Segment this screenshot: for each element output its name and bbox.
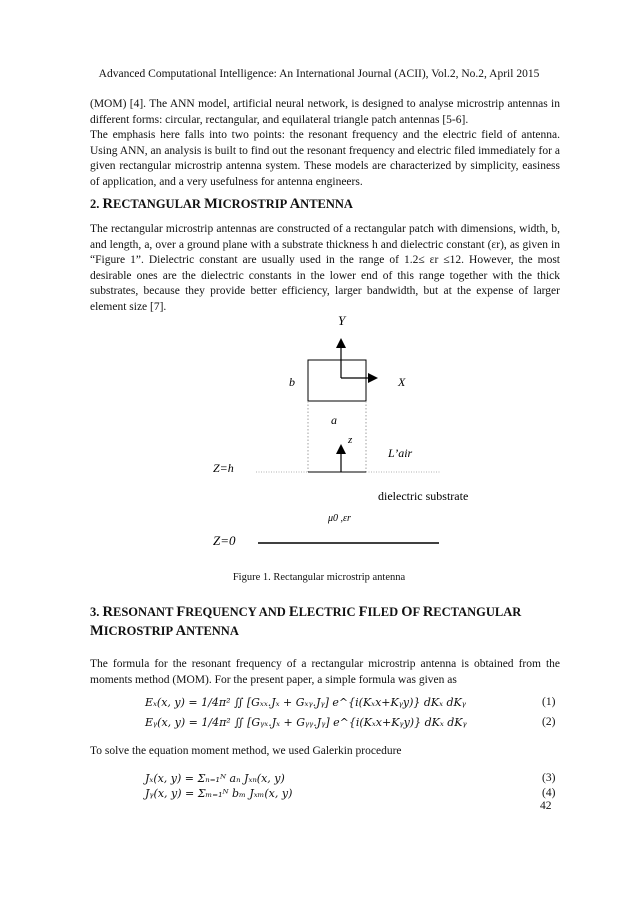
label-substrate: dielectric substrate [378,489,469,503]
heading-part: ECTANGULAR [433,605,522,619]
label-a: a [331,413,337,427]
section-2-heading [90,195,560,214]
label-b: b [289,375,295,389]
intro-paragraph-1: (MOM) [4]. The ANN model, artificial neural network, is designed to analyse microstrip antennas in different forms: circular, rectangular, and equilateral triangle patch antennas [5-6]. [90,98,560,126]
section-2-paragraph: The rectangular microstrip antennas are constructed of a rectangular patch with dimensions, width, b, and length, a, over a ground plane with a substrate thickness h and dielectric constant (εr), as given in “Figure 1”. Dielectric constant are usually used in the range of 1.2≤ εr ≤12. However, the most desirable ones are the dielectric constants in the lower end of this range together with the thick substrates, because they provide better efficiency, larger bandwidth, but at the expense of larger element size [7]. [90,223,560,313]
equation-4-number: (4) [542,787,556,799]
label-x: X [398,375,406,389]
label-air: L’air [388,446,413,460]
section-3-heading-line-1 [90,603,560,622]
galerkin-text: To solve the equation moment method, we used Galerkin procedure [90,745,402,757]
heading-part: F [358,604,368,620]
heading-part: E [288,604,299,620]
figure-1-diagram [0,300,638,560]
heading-part: REQUENCY AND [185,605,289,619]
heading-part: O [401,604,413,620]
section-3-heading-line-2 [90,622,560,641]
equation-1: Eₓ(x, y) = 1/4π² ∬ [Gₓₓ.Jₓ + Gₓᵧ.Jᵧ] e^{i(Kₓx+Kᵧy)} dKₓ dKᵧ [145,696,466,709]
patch-rectangle [308,360,366,401]
label-mu-epsilon: μ0 ,εr [328,513,351,524]
heading-part: ILED [367,605,402,619]
journal-header: Advanced Computational Intelligence: An International Journal (ACII), Vol.2, No.2, April 2015 [98,68,540,80]
heading-part: NTENNA [186,624,239,638]
equation-2: Eᵧ(x, y) = 1/4π² ∬ [Gᵧₓ.Jₓ + Gᵧᵧ.Jᵧ] e^{i(Kₓx+Kᵧy)} dKₓ dKᵧ [145,716,467,729]
equation-3-number: (3) [542,772,556,784]
equation-2-number: (2) [542,716,556,728]
heading-part: ICROSTRIP [217,197,290,211]
heading-part: M [90,623,104,639]
label-z-h: Z=h [213,461,234,475]
heading-part: ESONANT [112,605,177,619]
label-y: Y [338,313,346,328]
heading-part: R [102,604,113,620]
equation-3: Jₓ(x, y) = Σₙ₌₁ᴺ aₙ Jₓₙ(x, y) [145,772,285,785]
label-z: z [348,434,353,446]
section-3-paragraph: The formula for the resonant frequency of a rectangular microstrip antenna is obtained from the moments method (MOM). For the present paper, a simple formula was given as [90,658,560,686]
section-3-body [90,657,560,688]
heading-part: ICROSTRIP [103,624,176,638]
heading-part: A [289,196,301,212]
heading-part: M [204,196,218,212]
heading-part: F [176,604,186,620]
z-axis-arrowhead [336,444,346,454]
heading-part: A [175,623,187,639]
page-number: 42 [540,800,552,812]
section-2-number: 2. [90,197,100,211]
intro-text [90,97,560,190]
heading-part: R [422,604,434,620]
heading-part: LECTRIC [298,605,359,619]
intro-paragraph-2: The emphasis here falls into two points: the resonant frequency and the electric field of antenna. Using ANN, an analysis is built to find out the resonant frequency and electric filed immediately for a given rectangular microstrip antenna system. These models are characterized by simplicity, easiness of application, and a very usefulness for antenna engineers. [90,129,560,188]
x-axis-arrowhead [368,373,378,383]
heading-part: F [412,605,423,619]
section-3-heading [90,603,560,641]
section-3-number: 3. [90,605,100,619]
equation-4: Jᵧ(x, y) = Σₘ₌₁ᴺ bₘ Jₓₘ(x, y) [145,787,293,800]
heading-part: NTENNA [300,197,353,211]
heading-part: R [102,196,113,212]
heading-part: ECTANGULAR [112,197,205,211]
equation-1-number: (1) [542,696,556,708]
label-z-0: Z=0 [213,533,236,548]
figure-caption: Figure 1. Rectangular microstrip antenna [232,572,406,583]
y-axis-arrowhead [336,338,346,348]
